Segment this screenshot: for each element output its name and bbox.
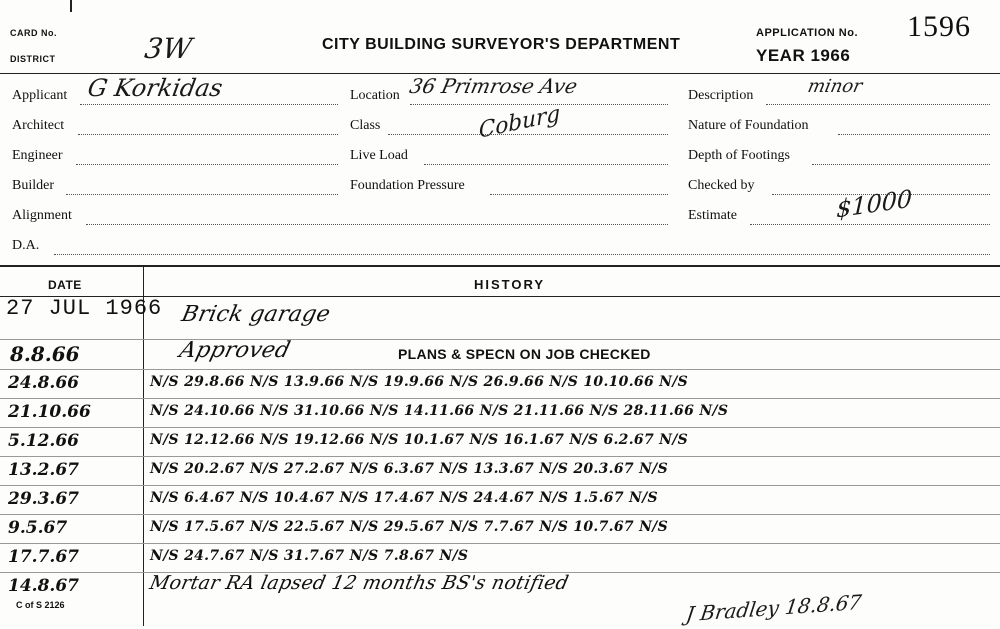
history-entry: Approved [176, 338, 293, 363]
row-rule [0, 339, 1000, 340]
foundation-pressure-line [490, 194, 668, 195]
history-date: 5.12.66 [8, 431, 79, 451]
alignment-line [86, 224, 668, 225]
estimate-value: $1000 [835, 184, 913, 224]
architect-line [78, 134, 338, 135]
applicant-line [80, 104, 338, 105]
department-title: CITY BUILDING SURVEYOR'S DEPARTMENT [322, 36, 681, 53]
engineer-line [76, 164, 338, 165]
location-label: Location [350, 88, 400, 103]
history-entry: Brick garage [179, 302, 333, 327]
row-rule [0, 514, 1000, 515]
class-line [388, 134, 668, 135]
history-top-rule [0, 265, 1000, 267]
history-entry: N/S 24.7.67 N/S 31.7.67 N/S 7.8.67 N/S [150, 548, 469, 564]
estimate-label: Estimate [688, 208, 737, 223]
architect-label: Architect [12, 118, 65, 133]
estimate-line [750, 224, 990, 225]
history-entry: N/S 24.10.66 N/S 31.10.66 N/S 14.11.66 N/S 21.11.66 N/S 28.11.66 N/S [150, 403, 729, 419]
form-code: C of S 2126 [16, 600, 65, 610]
live-load-label: Live Load [350, 148, 408, 163]
da-label: D.A. [12, 238, 40, 253]
year-label: YEAR 1966 [756, 46, 851, 65]
history-date: 9.5.67 [8, 518, 68, 538]
depth-line [812, 164, 990, 165]
history-date: 27 JUL 1966 [6, 296, 163, 321]
checked-by-label: Checked by [688, 178, 755, 193]
history-date: 29.3.67 [8, 489, 79, 509]
row-rule [0, 398, 1000, 399]
application-no: 1596 [907, 10, 971, 43]
history-entry: N/S 29.8.66 N/S 13.9.66 N/S 19.9.66 N/S 26.9.66 N/S 10.10.66 N/S [150, 374, 689, 390]
district-value: 3W [142, 32, 194, 65]
depth-of-footings-label: Depth of Footings [688, 148, 790, 163]
builder-label: Builder [12, 178, 54, 193]
history-date: 14.8.67 [8, 576, 79, 596]
location-value: 36 Primrose Ave [407, 74, 580, 98]
description-line [766, 104, 990, 105]
live-load-line [424, 164, 668, 165]
signature: J Bradley 18.8.67 [684, 589, 864, 627]
row-rule [0, 456, 1000, 457]
date-header: DATE [48, 278, 82, 292]
history-header: HISTORY [474, 277, 546, 292]
description-value: minor [805, 76, 865, 97]
history-date: 13.2.67 [8, 460, 79, 480]
builder-line [66, 194, 338, 195]
nature-of-foundation-label: Nature of Foundation [688, 118, 809, 133]
applicant-label: Applicant [12, 88, 68, 103]
engineer-label: Engineer [12, 148, 63, 163]
history-entry: N/S 17.5.67 N/S 22.5.67 N/S 29.5.67 N/S 7.7.67 N/S 10.7.67 N/S [150, 519, 668, 535]
row-rule [0, 369, 1000, 370]
history-date: 24.8.66 [8, 373, 79, 393]
history-entry: N/S 20.2.67 N/S 27.2.67 N/S 6.3.67 N/S 13.3.67 N/S 20.3.67 N/S [150, 461, 668, 477]
class-value: Coburg [478, 101, 561, 144]
da-line [54, 254, 990, 255]
history-date: 21.10.66 [8, 402, 91, 422]
history-date: 17.7.67 [8, 547, 79, 567]
row-rule [0, 485, 1000, 486]
history-entry: N/S 6.4.67 N/S 10.4.67 N/S 17.4.67 N/S 24.4.67 N/S 1.5.67 N/S [150, 490, 658, 506]
nature-line [838, 134, 990, 135]
row-rule [0, 427, 1000, 428]
alignment-label: Alignment [12, 208, 72, 223]
district-label: DISTRICT [10, 54, 56, 64]
history-date: 8.8.66 [10, 342, 80, 366]
application-no-label: APPLICATION No. [756, 27, 859, 39]
history-entry: N/S 12.12.66 N/S 19.12.66 N/S 10.1.67 N/S 16.1.67 N/S 6.2.67 N/S [150, 432, 689, 448]
applicant-value: G Korkidas [85, 74, 225, 102]
history-entry: Mortar RA lapsed 12 months BS's notified [147, 572, 571, 594]
row-rule [0, 543, 1000, 544]
class-label: Class [350, 118, 381, 133]
card-no-label: CARD No. [10, 28, 57, 38]
punch-mark [70, 0, 72, 12]
plans-checked-stamp: PLANS & SPECN ON JOB CHECKED [398, 346, 651, 362]
foundation-pressure-label: Foundation Pressure [350, 178, 465, 193]
description-label: Description [688, 88, 754, 103]
